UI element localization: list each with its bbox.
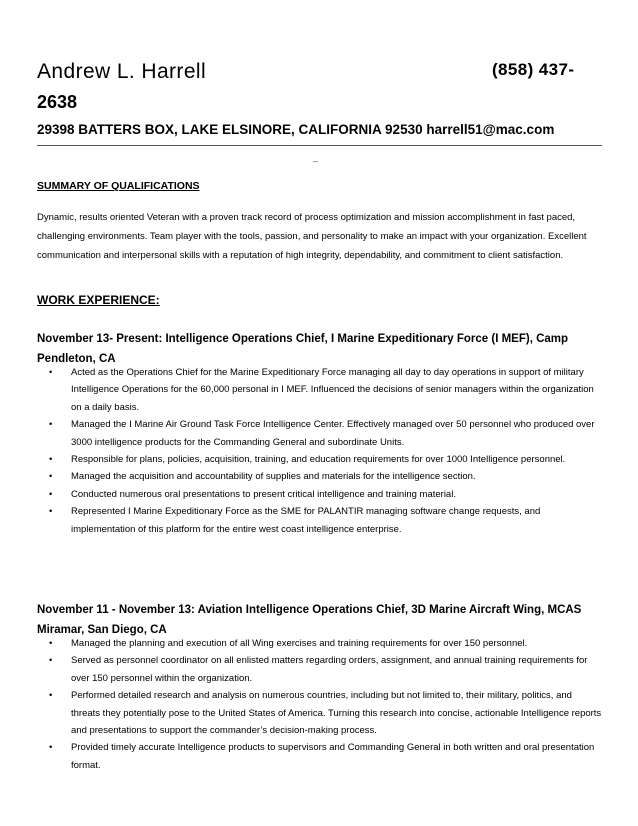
divider-dash: _ [313, 152, 319, 162]
list-item: • Served as personnel coordinator on all enlisted matters regarding orders, assignment, and annual training requirements for over 150 personnel within the organization. [47, 652, 602, 687]
bullet-icon: • [49, 471, 53, 483]
bullet-icon: • [49, 638, 53, 649]
summary-paragraph: Dynamic, results oriented Veteran with a proven track record of process optimization and mission accomplishment in fast paced, challenging environments. Team player with the tools, passion, and personality to make an impact with your organization. Excellent communication and interpersonal skills with a reputation of high integrity, dependability, and commitment to client satisfaction. [37, 212, 587, 261]
phone-number-continued: 2638 [37, 92, 78, 112]
bullet-icon: • [49, 488, 53, 500]
bullet-icon: • [49, 367, 53, 378]
bullet-icon: • [49, 742, 53, 754]
address-email-line: 29398 BATTERS BOX, LAKE ELSINORE, CALIFORNIA 92530 harrell51@mac.com [37, 122, 555, 137]
list-item: • Managed the I Marine Air Ground Task Force Intelligence Center. Effectively managed over 50 personnel who produced over 3000 intelligence products for the Commanding General and subordinate Units. [47, 416, 602, 451]
header-divider [37, 145, 602, 146]
job-bullet-list [47, 635, 602, 774]
bullet-icon: • [49, 506, 53, 518]
summary-heading: SUMMARY OF QUALIFICATIONS [37, 180, 200, 192]
list-item: • Represented I Marine Expeditionary Force as the SME for PALANTIR managing software change requests, and implementation of this platform for the entire west coast intelligence enterprise. [47, 503, 602, 538]
job-bullet-list [47, 364, 602, 538]
phone-number: (858) 437- [492, 60, 575, 79]
job-title: November 11 - November 13: Aviation Intelligence Operations Chief, 3D Marine Aircraft Wing, MCAS Miramar, San Diego, CA [37, 604, 582, 636]
bullet-icon: • [49, 419, 53, 431]
candidate-name: Andrew L. Harrell [37, 60, 207, 83]
bullet-icon: • [49, 655, 53, 667]
list-item: • Managed the acquisition and accountability of supplies and materials for the intelligence section. [47, 468, 602, 485]
list-item: • Provided timely accurate Intelligence products to supervisors and Commanding General in both written and oral presentation format. [47, 739, 602, 774]
list-item: • Performed detailed research and analysis on numerous countries, including but not limited to, their military, politics, and threats they potentially pose to the United States of America. Turning this research into concise, actionable Intelligence reports and presentations to support the commander’s decision-making process. [47, 687, 602, 739]
work-experience-heading: WORK EXPERIENCE: [37, 293, 160, 307]
bullet-icon: • [49, 454, 53, 466]
list-item: • Responsible for plans, policies, acquisition, training, and education requirements for over 1000 Intelligence personnel. [47, 451, 602, 468]
job-title: November 13- Present: Intelligence Operations Chief, I Marine Expeditionary Force (I MEF), Camp Pendleton, CA [37, 333, 569, 365]
list-item: • Conducted numerous oral presentations to present critical intelligence and training material. [47, 486, 602, 503]
list-item: • Managed the planning and execution of all Wing exercises and training requirements for over 150 personnel. [47, 635, 602, 652]
name-row [37, 60, 597, 84]
bullet-icon: • [49, 690, 53, 702]
list-item: • Acted as the Operations Chief for the Marine Expeditionary Force managing all day to day operations in support of military Intelligence Operations for the 60,000 personal in I MEF. Influenced the decisions of senior managers within the organization on a daily basis. [47, 364, 602, 416]
